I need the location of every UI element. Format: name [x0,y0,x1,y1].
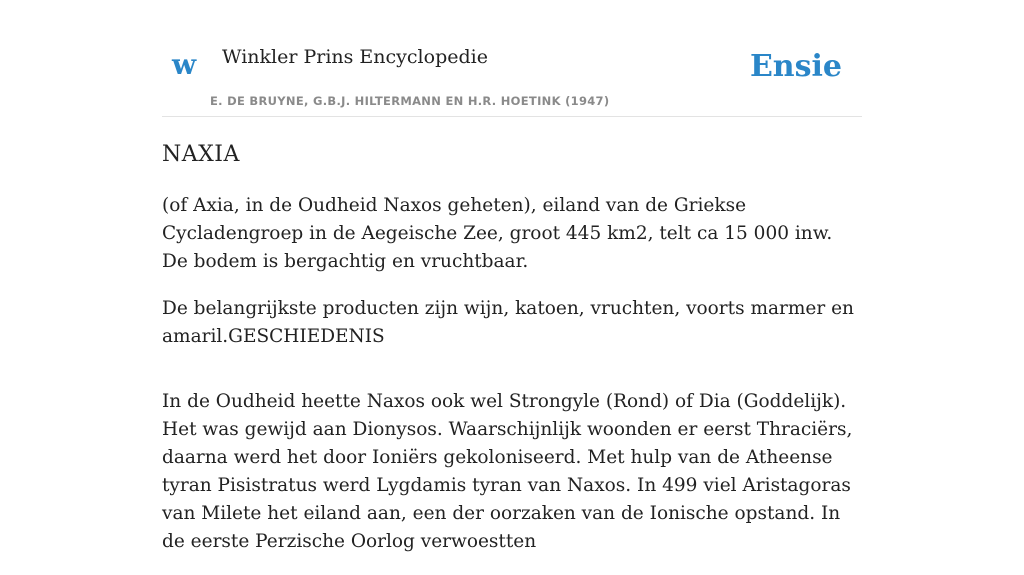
ensie-logo[interactable]: Ensie [749,49,842,84]
article-headword: NAXIA [162,142,240,167]
article-body [162,140,862,575]
source-title-link[interactable]: Winkler Prins Encyclopedie [222,46,488,68]
article-paragraph: In de Oudheid heette Naxos ook wel Strongyle (Rond) of Dia (Goddelijk). Het was gewijd aan Dionysos. Waarschijnlijk woonden er eerst Thraciërs, daarna werd het door Ioniërs gekoloniseerd. Met hulp van de Atheense tyran Pisistratus werd Lygdamis tyran van Naxos. In 499 viel Aristagoras van Milete het eiland aan, een der oorzaken van de Ionische opstand. In de eerste Perzische Oorlog verwoestten [162,391,853,552]
article-paragraph: De belangrijkste producten zijn wijn, katoen, vruchten, voorts marmer en amaril.GESCHIEDENIS [162,298,854,347]
article-paragraph: (of Axia, in de Oudheid Naxos geheten), eiland van de Griekse Cycladengroep in de Aegeische Zee, groot 445 km2, telt ca 15 000 inw. De bodem is bergachtig en vruchtbaar. [162,195,833,272]
source-authors: E. DE BRUYNE, G.B.J. HILTERMANN EN H.R. HOETINK (1947) [210,94,610,108]
source-header [162,0,862,117]
winkler-prins-logo[interactable]: w [172,48,197,81]
